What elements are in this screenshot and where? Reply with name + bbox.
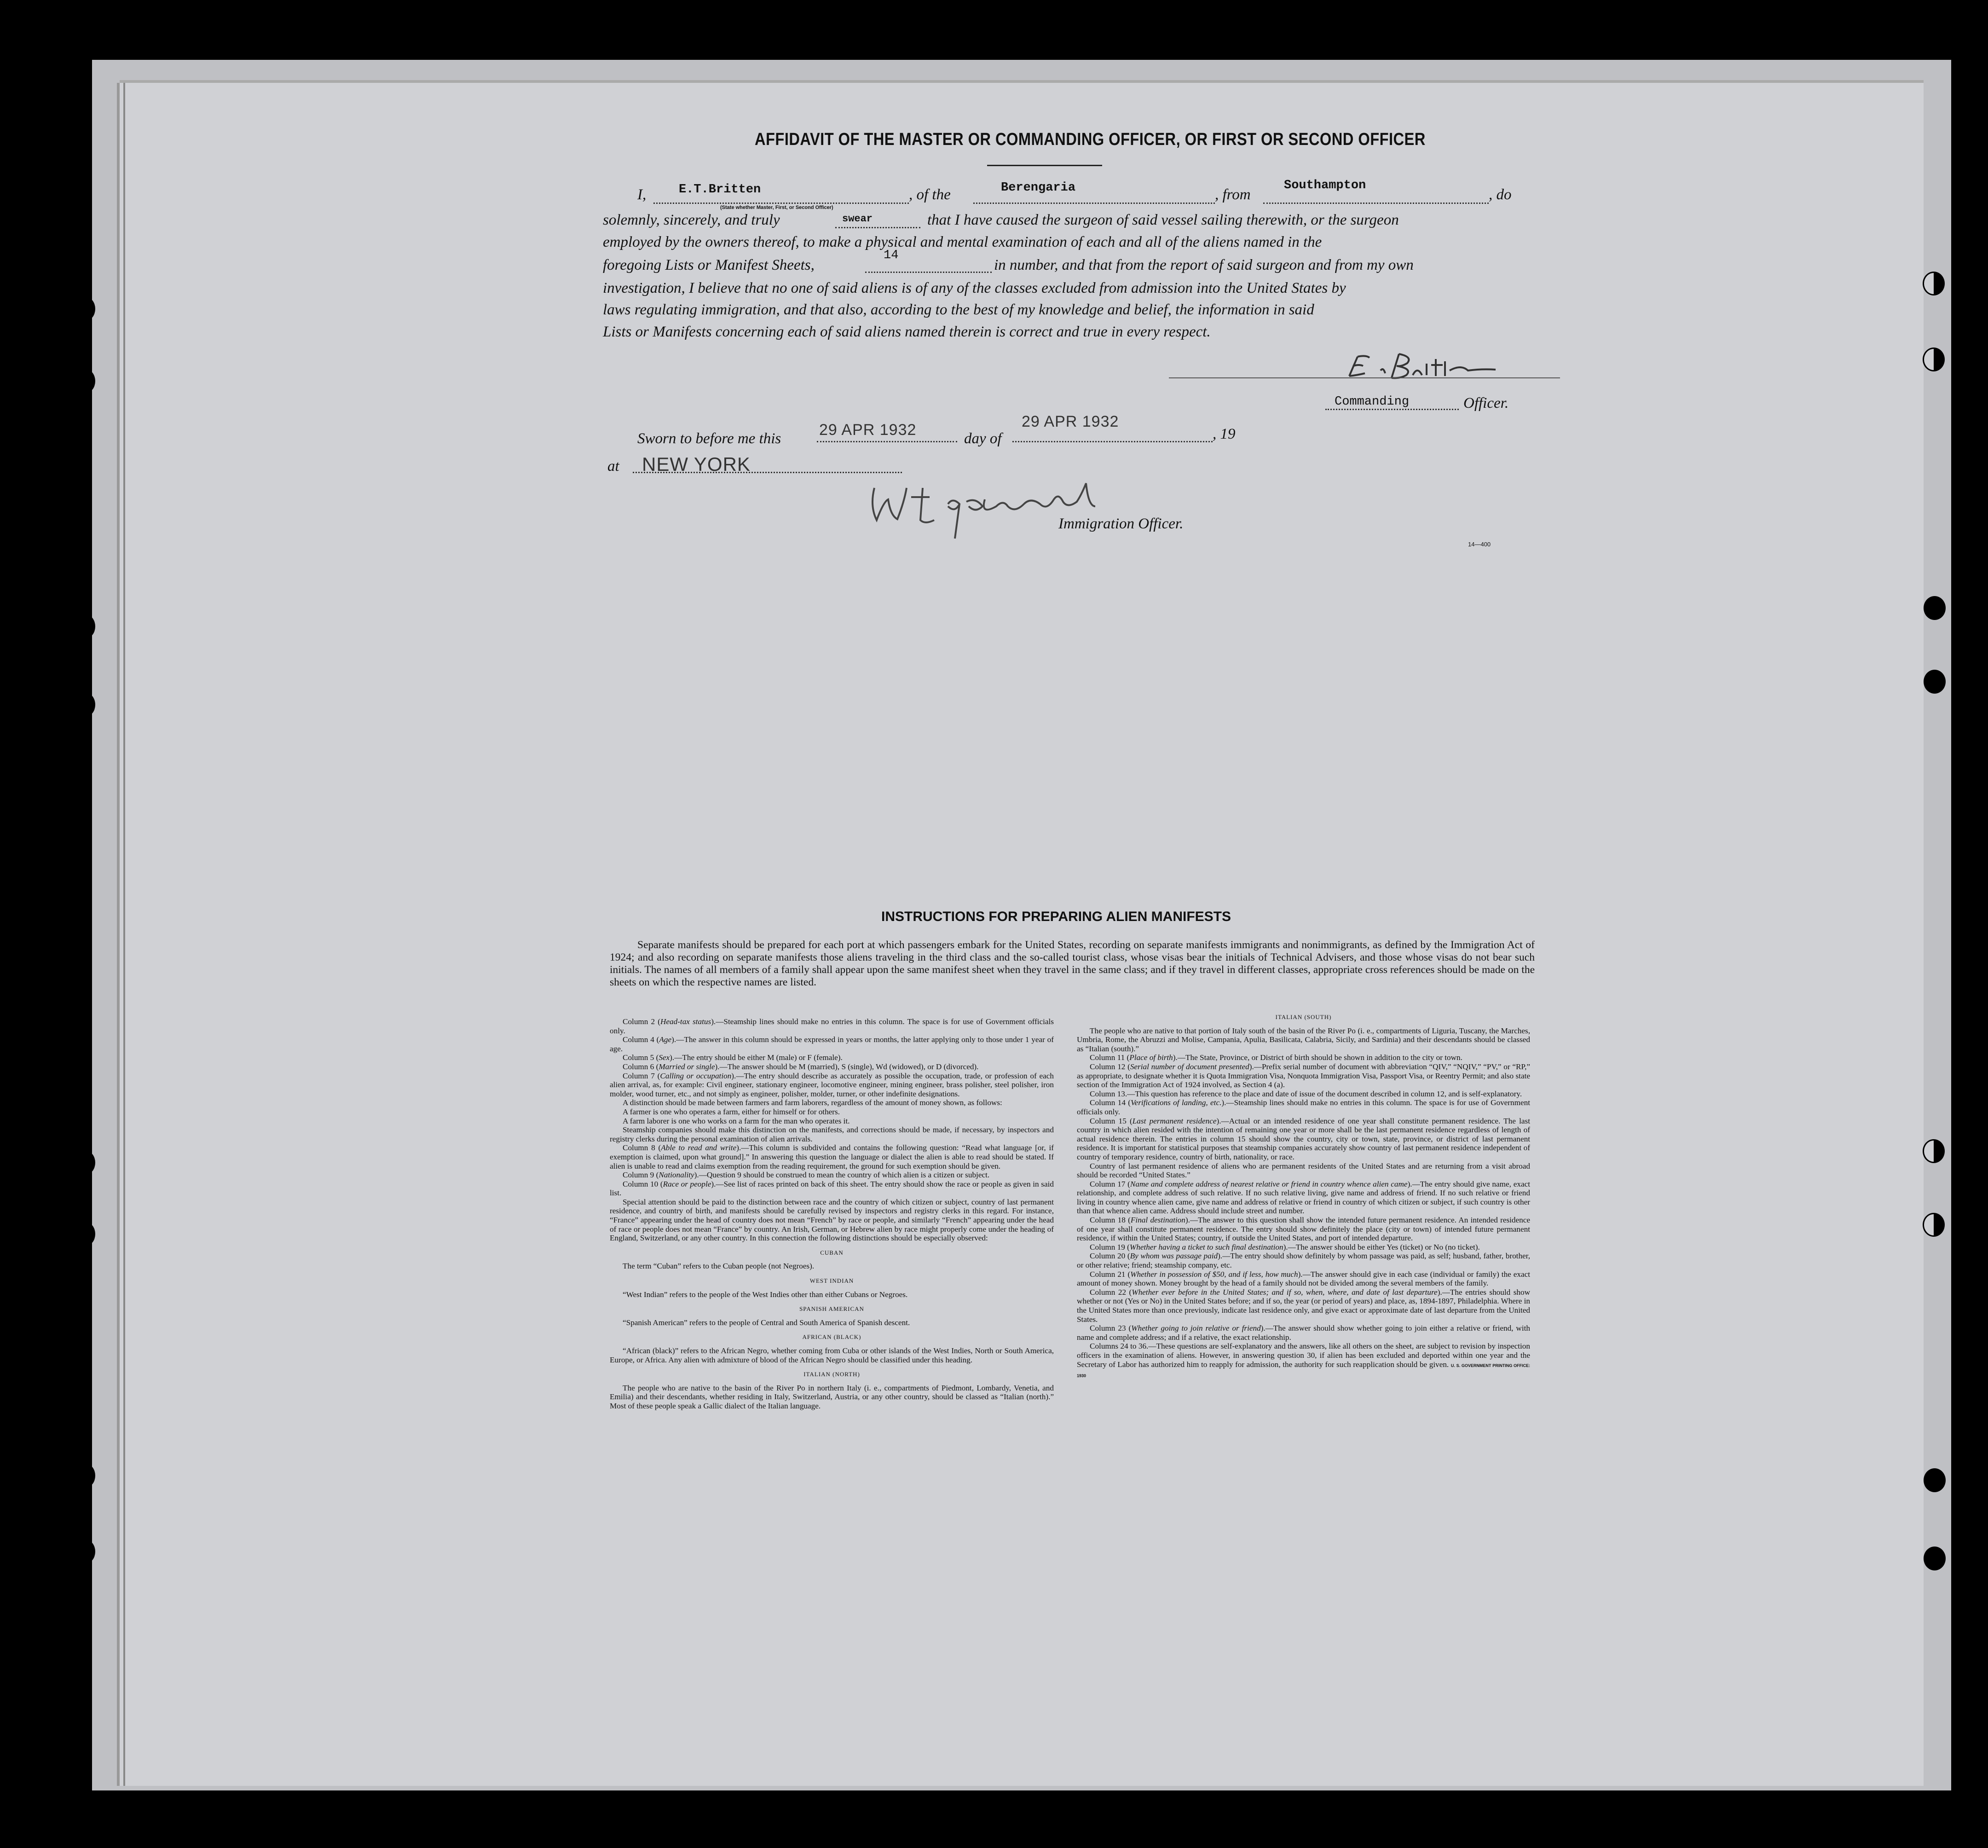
italian-north-definition: The people who are native to the basin of the River Po in northern Italy (i. e., compartments of Piedmont, Lombardy, Venetia, and Emilia) and their descendants, whether residing in Italy, Switzerland, Austria, or any other country, should be classed as “Italian (north).” Most of these people speak a Gallic dialect of the Italian language. [610,1383,1054,1410]
column-14-note: Column 14 (Verifications of landing, etc.).—Steamship lines should make no entries in this column. The space is for use of Government officials only. [1077,1098,1530,1116]
affidavit-line-5: investigation, I believe that no one of said aliens is of any of the classes excluded from admission into the United States by [603,280,1346,296]
binder-hole [76,297,95,321]
affidavit-line-2a: solemnly, sincerely, and truly [603,212,780,228]
day-of-text: day of [964,430,1002,447]
african-heading: AFRICAN (BLACK) [802,1333,861,1341]
binder-hole [76,1540,95,1564]
cuban-heading: CUBAN [820,1249,844,1256]
affidavit-title: AFFIDAVIT OF THE MASTER OR COMMANDING OFFICER, OR FIRST OR SECOND OFFICER [755,130,1426,149]
african-definition: “African (black)” refers to the African Negro, whether coming from Cuba or other islands of the West Indies, North or South America, Europe, or Africa. Any alien with admixture of blood of the African Negro should be classified under this heading. [610,1346,1054,1364]
sworn-day-line [817,441,957,442]
sworn-month-line [1012,441,1213,442]
officer-rank-note: (State whether Master, First, or Second Officer) [720,205,833,210]
column-2-note: Column 2 (Head-tax status).—Steamship lines should make no entries in this column. The space is for use of Government officials only. [610,1017,1054,1035]
binder-hole [1924,1547,1946,1570]
steamship-distinction-note: Steamship companies should make this distinction on the manifests, and corrections should be made, if necessary, by inspectors and registry clerks during the personal examination of alien arrivals. [610,1125,1054,1143]
rank-line [1325,409,1459,410]
at-text: at [607,458,619,475]
spanish-american-heading: SPANISH AMERICAN [799,1305,864,1313]
binder-hole [1923,272,1945,295]
italian-south-definition: The people who are native to that portion of Italy south of the basin of the River Po (i. e., compartments of Liguria, Tuscany, the Marches, Umbria, Rome, the Abruzzi and Molise, Campania, Apulia, Basilicata, Calabria, Sicily, and Sardinia) and their descendants should be classed as “Italian (south).” [1077,1026,1530,1053]
farmer-definition: A farmer is one who operates a farm, either for himself or for others. [623,1107,840,1116]
instructions-title: INSTRUCTIONS FOR PREPARING ALIEN MANIFESTS [881,909,1231,924]
column-4-note: Column 4 (Age).—The answer in this column should be expressed in years or months, the latter applying only to those under 1 year of age. [610,1035,1054,1053]
affidavit-line-7: Lists or Manifests concerning each of said aliens named therein is correct and true in every respect. [603,324,1211,340]
column-9-note: Column 9 (Nationality).—Question 9 should be construed to mean the country of which alien is a citizen or subject. [623,1170,990,1180]
oath-word: swear [842,213,873,225]
binder-hole [1924,1468,1946,1492]
vessel-name: Berengaria [1001,181,1076,195]
farm-distinction-note: A distinction should be made between farmers and farm laborers, regardless of the amount of money shown, as follows: [623,1098,1002,1107]
of-the-text: , of the [909,186,951,203]
binder-hole [76,1222,95,1246]
officer-name: E.T.Britten [679,183,761,197]
residence-country-note: Country of last permanent residence of aliens who are permanent residents of the United States and are returning from a visit abroad should be recorded “United States.” [1077,1161,1530,1180]
column-23-note: Column 23 (Whether going to join relative or friend).—The answer should show whether going to join either a relative or friend, with name and complete address; and if a relative, the exact relationship. [1077,1324,1530,1342]
binder-hole [76,1151,95,1175]
place-line [633,472,902,473]
immigration-officer-label: Immigration Officer. [1058,516,1184,532]
title-rule [987,165,1102,166]
column-12-note: Column 12 (Serial number of document presented).—Prefix serial number of document with abbreviation “QIV,” “NQIV,” “PV,” or “RP,” as appropriate, to designate whether it is Quota Immigration Visa, Nonquota Immigration Visa, Passport Visa, or Reentry Permit; and also state section of the Immigration Act of 1924 involved, as Section 4 (a). [1077,1062,1531,1089]
alien-count: 14 [884,249,899,262]
officer-rank: Commanding [1335,395,1410,409]
column-7-note: Column 7 (Calling or occupation).—The entry should describe as accurately as possible the occupation, trade, or profession of each alien arrival, as, for example: Civil engineer, stationary engineer, locomotive engineer, mining engineer, brass polisher, steel polisher, iron molder, wood turner, etc., and not simply as engineer, polisher, molder, turner, or other indefinite designations. [610,1071,1054,1098]
affidavit-line-6: laws regulating immigration, and that also, according to the best of my knowledge and belief, the information in said [603,301,1314,318]
farm-laborer-definition: A farm laborer is one who works on a farm for the man who operates it. [623,1116,850,1125]
special-attention-note: Special attention should be paid to the distinction between race and the country of which citizen or subject, country of last permanent residence, and country of birth, and manifests should be carefully revised by inspectors and registry clerks in this regard. For instance, “France” appearing under the head of country does not mean “French” by race or people, and similarly “French” appearing under the head of race or people does not mean “France” by country. An Irish, German, or Hebrew alien by race might properly come under the heading of England, Switzerland, or any other country. In this connection the following distinctions should be especially observed: [610,1197,1054,1243]
do-text: , do [1489,186,1512,203]
spanish-american-definition: “Spanish American” refers to the people of Central and South America of Spanish descent. [623,1318,910,1327]
column-20-note: Column 20 (By whom was passage paid).—The entry should show definitely by whom passage was paid, as self; husband, father, brother, or other relative; friend; steamship company, etc. [1077,1251,1531,1270]
departure-port: Southampton [1284,179,1366,192]
signature-line [1169,377,1560,378]
italian-south-heading: ITALIAN (SOUTH) [1275,1014,1332,1020]
column-18-note: Column 18 (Final destination).—The answer to this question shall show the intended future permanent residence. An intended residence of one year shall constitute permanent residence. The entry should show definitely the place (city or town) of intended future permanent residence, if within the United States; country, if outside the United States, and port of intended departure. [1077,1216,1531,1243]
affidavit-line-4b: in number, and that from the report of said surgeon and from my own [994,257,1414,273]
affidavit-line-4a: foregoing Lists or Manifest Sheets, [603,257,815,273]
sworn-text: Sworn to before me this [637,430,781,447]
column-17-note: Column 17 (Name and complete address of nearest relative or friend in country whence alien came).—The entry should give name, exact relationship, and complete address of such relative. If no such relative living, give name and address of friend. If no such relative or friend living in country whence alien came, give name and address of relative or friend in country of which citizen or subject, if such country is other than that whence alien came. Address should include street and number. [1077,1179,1530,1216]
month-date-stamp: 29 APR 1932 [1022,413,1119,430]
binder-hole [76,369,95,393]
instructions-left-column [610,1017,1054,1411]
place-stamp: NEW YORK [642,453,751,475]
columns-24-36-note: Columns 24 to 36.—These questions are self-explanatory and the answers, like all others on the sheet, are subject to revision by inspection officers in the examination of aliens. However, in answering question 30, if alien has been excluded and deported within one year and the Secretary of Labor has authorized him to reapply for admission, the authority for such reapplication should be given. U. S. GOVERNMENT PRINTING OFFICE: 1930 [1077,1342,1530,1379]
affidavit-line-2b: that I have caused the surgeon of said vessel sailing therewith, or the surgeon [927,212,1399,228]
binder-hole [76,693,95,717]
affidavit-i: I, [637,186,647,203]
vessel-line [973,203,1215,204]
printing-office-mark: U. S. GOVERNMENT PRINTING OFFICE: 1930 [1077,1363,1530,1379]
column-21-note: Column 21 (Whether in possession of $50, and if less, how much).—The answer should give in each case (individual or family) the exact amount of money shown. Money brought by the head of a family should not be divided among the several members of the family. [1077,1269,1530,1288]
affidavit-line-3: employed by the owners thereof, to make a physical and mental examination of each and all of the aliens named in the [603,234,1322,250]
sworn-date-stamp: 29 APR 1932 [819,421,917,439]
column-22-note: Column 22 (Whether ever before in the United States; and if so, when, where, and date of last departure).—The entries should show whether or not (Yes or No) in the United States before; and if so, the year (or period of years) and place, as, 1894-1897, Philadelphia. Where in the United States more than once previously, indicate last residence only, and give exact or approximate date of last departure from the United States. [1077,1287,1530,1324]
column-13-note: Column 13.—This question has reference to the place and date of issue of the document described in column 12, and is self-explanatory. [1090,1089,1522,1098]
form-number: 14—400 [1468,541,1491,548]
column-11-note: Column 11 (Place of birth).—The State, Province, or District of birth should be shown in addition to the city or town. [1090,1053,1462,1062]
instructions-intro: Separate manifests should be prepared for each port at which passengers embark for the United States, recording on separate manifests immigrants and nonimmigrants, as defined by the Immigration Act of 1924; and also recording on separate manifests those aliens traveling in the third class and the so-called tourist class, whose visas bear the initials of Technical Advisers, and those whose visas do not bear such initials. The names of all members of a family shall appear upon the same manifest sheet when they travel in the same class; and if they travel in different classes, appropriate cross references should be made on the sheets on which the respective names are listed. [610,939,1535,988]
from-text: , from [1215,186,1251,203]
binder-hole [1924,596,1946,620]
officer-suffix: Officer. [1463,395,1509,411]
master-signature [1344,348,1574,384]
count-line [865,272,992,273]
column-10-note: Column 10 (Race or people).—See list of races printed on back of this sheet. The entry should show the race or people as given in said list. [610,1179,1054,1198]
instructions-right-column [1077,1013,1530,1381]
binder-hole [1923,348,1945,371]
officer-name-line [653,203,909,204]
binder-hole [1923,1213,1945,1237]
port-line [1263,203,1489,204]
west-indian-heading: WEST INDIAN [809,1277,854,1285]
binder-hole [1923,1139,1945,1163]
cuban-definition: The term “Cuban” refers to the Cuban people (not Negroes). [623,1262,815,1271]
binder-hole [76,614,95,638]
column-8-note: Column 8 (Able to read and write).—This column is subdivided and contains the following question: “Read what language [or, if exemption is claimed, upon what ground].” In answering this question the language or dialect the alien is able to read should be stated. If alien is unable to read and claims exemption from the reading requirement, the ground for such exemption should be given. [610,1143,1054,1170]
binder-hole [1924,670,1946,694]
page-edge [123,83,125,1786]
column-19-note: Column 19 (Whether having a ticket to such final destination).—The answer should be either Yes (ticket) or No (no ticket). [1090,1242,1480,1251]
column-6-note: Column 6 (Married or single).—The answer should be M (married), S (single), Wd (widowed), or D (divorced). [623,1062,979,1071]
year-text: , 19 [1213,426,1236,442]
west-indian-definition: “West Indian” refers to the people of the West Indies other than either Cubans or Negroes. [623,1290,908,1299]
oath-line [835,227,920,228]
binder-hole [76,1464,95,1488]
column-5-note: Column 5 (Sex).—The entry should be either M (male) or F (female). [623,1053,843,1062]
column-15-note: Column 15 (Last permanent residence).—Actual or an intended residence of one year shall constitute permanent residence. The last country in which alien resided with the intention of remaining one year or more shall be the last permanent residence regardless of length of actual residence therein. The entries in column 15 should show the country, city or town, state, province, or district of last permanent residence. It is important for statistical purposes that steamship companies accurately show country of last permanent residence independent of country of temporary residence, country of birth, nationality, or race. [1077,1116,1530,1161]
italian-north-heading: ITALIAN (NORTH) [803,1371,860,1378]
